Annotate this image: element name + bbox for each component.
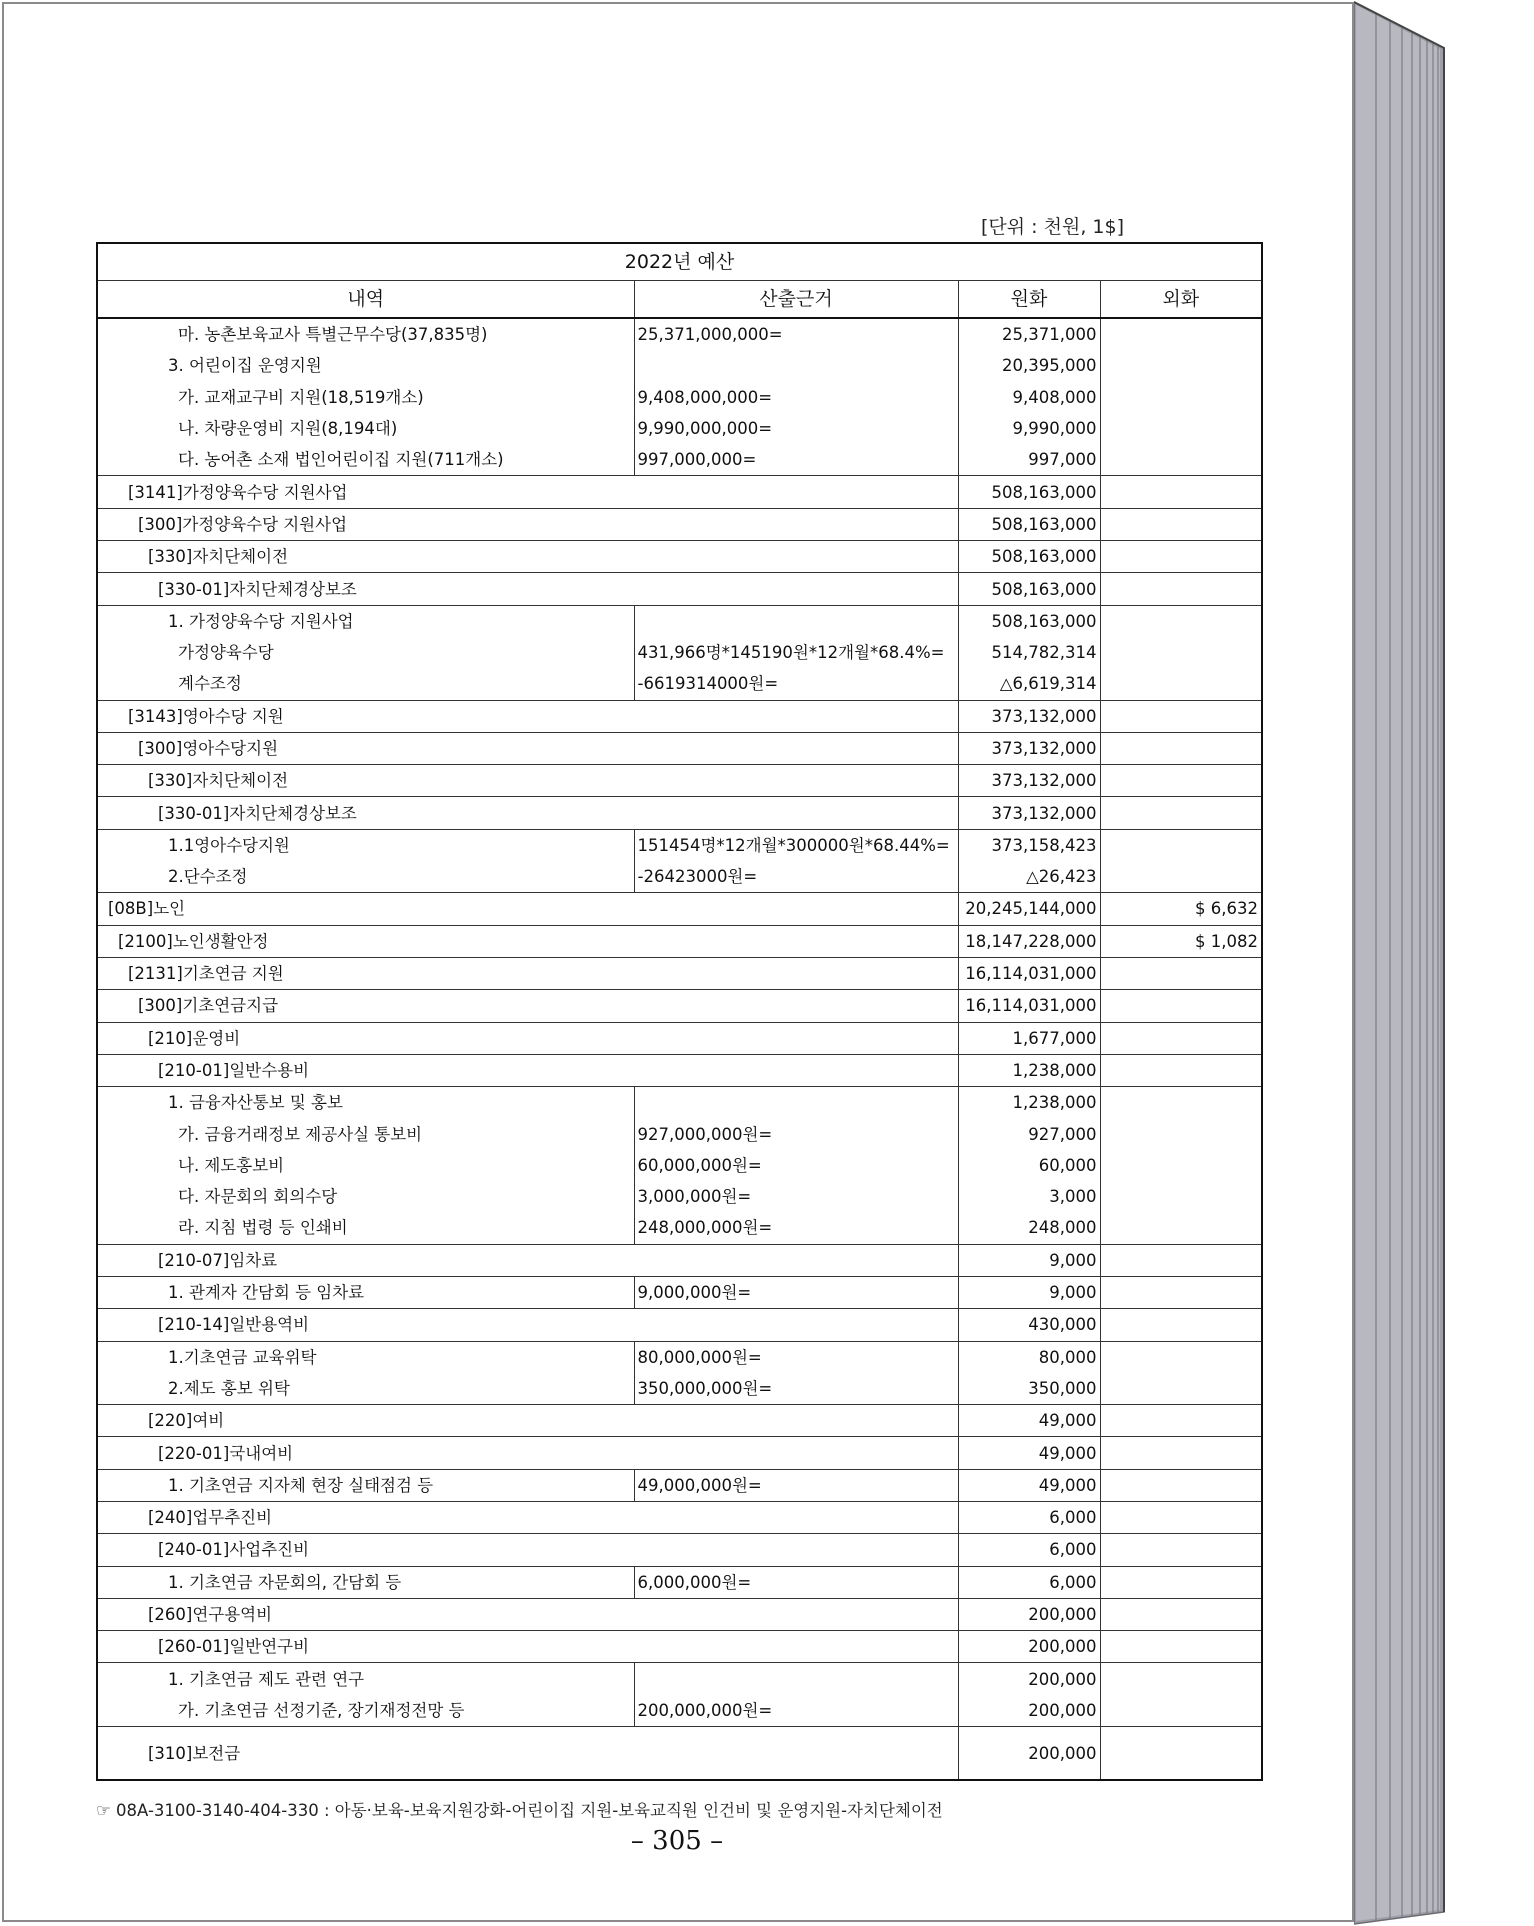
row-krw-amount: 373,132,000 (958, 700, 1100, 732)
row-krw-amount: 200,000 (958, 1598, 1100, 1630)
table-row (97, 1341, 1262, 1373)
row-description: [330-01]자치단체경상보조 (97, 573, 958, 605)
table-row (97, 573, 1262, 605)
row-krw-amount: 200,000 (958, 1663, 1100, 1695)
row-description: [260]연구용역비 (97, 1598, 958, 1630)
row-calculation-basis: -6619314000원= (634, 668, 958, 700)
table-row (97, 668, 1262, 700)
row-description: [220]여비 (97, 1405, 958, 1437)
row-foreign-amount (1100, 1566, 1262, 1598)
table-row (97, 1244, 1262, 1276)
row-calculation-basis: 60,000,000원= (634, 1150, 958, 1181)
table-body (97, 318, 1262, 1780)
row-foreign-amount (1100, 1150, 1262, 1181)
column-header-basis: 산출근거 (634, 281, 958, 319)
row-krw-amount: 508,163,000 (958, 508, 1100, 540)
row-krw-amount: 60,000 (958, 1150, 1100, 1181)
row-calculation-basis: 3,000,000원= (634, 1181, 958, 1212)
row-calculation-basis: 431,966명*145190원*12개월*68.4%= (634, 637, 958, 668)
row-description: [220-01]국내여비 (97, 1437, 958, 1469)
row-krw-amount: 9,000 (958, 1276, 1100, 1308)
row-description: 1. 기초연금 지자체 현장 실태점검 등 (97, 1469, 634, 1501)
row-foreign-amount (1100, 1631, 1262, 1663)
row-foreign-amount (1100, 637, 1262, 668)
row-foreign-amount (1100, 732, 1262, 764)
row-description: 1.1영아수당지원 (97, 829, 634, 861)
row-description: [300]영아수당지원 (97, 732, 958, 764)
column-header-foreign: 외화 (1100, 281, 1262, 319)
table-row (97, 797, 1262, 829)
row-foreign-amount (1100, 1341, 1262, 1373)
table-row (97, 957, 1262, 989)
row-krw-amount: 9,408,000 (958, 382, 1100, 413)
row-foreign-amount (1100, 1022, 1262, 1054)
row-krw-amount: 49,000 (958, 1437, 1100, 1469)
row-foreign-amount (1100, 1598, 1262, 1630)
row-krw-amount: 508,163,000 (958, 605, 1100, 637)
row-calculation-basis: 80,000,000원= (634, 1341, 958, 1373)
row-krw-amount: 514,782,314 (958, 637, 1100, 668)
row-krw-amount: 18,147,228,000 (958, 925, 1100, 957)
table-row (97, 1022, 1262, 1054)
row-calculation-basis (634, 1087, 958, 1119)
row-krw-amount: 200,000 (958, 1727, 1100, 1781)
row-foreign-amount (1100, 1181, 1262, 1212)
row-calculation-basis: 25,371,000,000= (634, 318, 958, 350)
row-krw-amount: 49,000 (958, 1405, 1100, 1437)
row-krw-amount: 248,000 (958, 1212, 1100, 1244)
table-row (97, 893, 1262, 925)
row-description: 다. 자문회의 회의수당 (97, 1181, 634, 1212)
table-row (97, 476, 1262, 508)
row-foreign-amount (1100, 1469, 1262, 1501)
row-foreign-amount (1100, 1373, 1262, 1405)
table-header-columns-row (97, 281, 1262, 319)
row-krw-amount: 430,000 (958, 1309, 1100, 1341)
table-row (97, 1405, 1262, 1437)
table-row (97, 1373, 1262, 1405)
table-row (97, 637, 1262, 668)
row-calculation-basis (634, 1663, 958, 1695)
row-krw-amount: 373,132,000 (958, 797, 1100, 829)
row-calculation-basis: 9,408,000,000= (634, 382, 958, 413)
row-description: 3. 어린이집 운영지원 (97, 350, 634, 381)
row-foreign-amount (1100, 829, 1262, 861)
row-foreign-amount (1100, 1212, 1262, 1244)
row-description: 가. 금융거래정보 제공사실 통보비 (97, 1118, 634, 1149)
row-foreign-amount (1100, 1727, 1262, 1781)
row-foreign-amount: $ 1,082 (1100, 925, 1262, 957)
table-row (97, 1276, 1262, 1308)
table-row (97, 1212, 1262, 1244)
row-description: [08B]노인 (97, 893, 958, 925)
table-row (97, 1727, 1262, 1781)
row-krw-amount: 373,158,423 (958, 829, 1100, 861)
row-foreign-amount (1100, 1695, 1262, 1727)
row-krw-amount: 1,238,000 (958, 1087, 1100, 1119)
row-krw-amount: 1,238,000 (958, 1054, 1100, 1086)
row-krw-amount: 49,000 (958, 1469, 1100, 1501)
row-description: [240]업무추진비 (97, 1501, 958, 1533)
column-header-description: 내역 (97, 281, 634, 319)
row-calculation-basis: 200,000,000원= (634, 1695, 958, 1727)
row-krw-amount: 9,990,000 (958, 413, 1100, 444)
row-foreign-amount (1100, 1663, 1262, 1695)
row-description: [300]가정양육수당 지원사업 (97, 508, 958, 540)
table-row (97, 829, 1262, 861)
table-row (97, 508, 1262, 540)
row-krw-amount: 350,000 (958, 1373, 1100, 1405)
row-description: [3141]가정양육수당 지원사업 (97, 476, 958, 508)
row-krw-amount: 25,371,000 (958, 318, 1100, 350)
row-foreign-amount (1100, 605, 1262, 637)
row-calculation-basis: 248,000,000원= (634, 1212, 958, 1244)
row-foreign-amount (1100, 1405, 1262, 1437)
row-krw-amount: △6,619,314 (958, 668, 1100, 700)
row-krw-amount: 200,000 (958, 1695, 1100, 1727)
table-row (97, 541, 1262, 573)
row-description: [310]보전금 (97, 1727, 958, 1781)
row-krw-amount: 373,132,000 (958, 765, 1100, 797)
row-krw-amount: 20,395,000 (958, 350, 1100, 381)
unit-label: [단위 : 천원, 1$] (981, 216, 1124, 238)
row-krw-amount: 6,000 (958, 1566, 1100, 1598)
table-row (97, 350, 1262, 381)
row-krw-amount: 927,000 (958, 1118, 1100, 1149)
row-description: [2131]기초연금 지원 (97, 957, 958, 989)
row-description: [300]기초연금지급 (97, 990, 958, 1022)
row-description: 1. 관계자 간담회 등 임차료 (97, 1276, 634, 1308)
row-description: [240-01]사업추진비 (97, 1534, 958, 1566)
row-calculation-basis: 350,000,000원= (634, 1373, 958, 1405)
row-foreign-amount (1100, 1534, 1262, 1566)
row-krw-amount: 373,132,000 (958, 732, 1100, 764)
table-row (97, 1631, 1262, 1663)
row-krw-amount: 16,114,031,000 (958, 990, 1100, 1022)
table-row (97, 1469, 1262, 1501)
table-row (97, 1181, 1262, 1212)
table-row (97, 413, 1262, 444)
row-calculation-basis: -26423000원= (634, 861, 958, 893)
row-description: 계수조정 (97, 668, 634, 700)
row-foreign-amount (1100, 1087, 1262, 1119)
page-number: – 305 – (630, 1826, 724, 1856)
row-description: 마. 농촌보육교사 특별근무수당(37,835명) (97, 318, 634, 350)
row-calculation-basis: 927,000,000원= (634, 1118, 958, 1149)
table-row (97, 990, 1262, 1022)
row-foreign-amount (1100, 1054, 1262, 1086)
row-foreign-amount (1100, 765, 1262, 797)
table-row (97, 1118, 1262, 1149)
row-description: 2.제도 홍보 위탁 (97, 1373, 634, 1405)
row-description: [330]자치단체이전 (97, 541, 958, 573)
table-row (97, 925, 1262, 957)
row-description: 1.기초연금 교육위탁 (97, 1341, 634, 1373)
table-row (97, 382, 1262, 413)
row-foreign-amount (1100, 957, 1262, 989)
row-calculation-basis (634, 605, 958, 637)
row-calculation-basis: 9,990,000,000= (634, 413, 958, 444)
row-foreign-amount (1100, 1276, 1262, 1308)
row-foreign-amount (1100, 1501, 1262, 1533)
row-krw-amount: 9,000 (958, 1244, 1100, 1276)
table-row (97, 318, 1262, 350)
table-row (97, 1598, 1262, 1630)
table-row (97, 765, 1262, 797)
row-description: 2.단수조정 (97, 861, 634, 893)
table-row (97, 1663, 1262, 1695)
row-foreign-amount (1100, 797, 1262, 829)
row-foreign-amount: $ 6,632 (1100, 893, 1262, 925)
row-foreign-amount (1100, 318, 1262, 350)
row-foreign-amount (1100, 382, 1262, 413)
row-foreign-amount (1100, 668, 1262, 700)
row-foreign-amount (1100, 541, 1262, 573)
table-row (97, 605, 1262, 637)
row-foreign-amount (1100, 1244, 1262, 1276)
row-description: [2100]노인생활안정 (97, 925, 958, 957)
row-foreign-amount (1100, 476, 1262, 508)
row-foreign-amount (1100, 861, 1262, 893)
row-krw-amount: 1,677,000 (958, 1022, 1100, 1054)
row-description: [3143]영아수당 지원 (97, 700, 958, 732)
row-krw-amount: 997,000 (958, 444, 1100, 476)
table-row (97, 1309, 1262, 1341)
row-foreign-amount (1100, 573, 1262, 605)
row-krw-amount: 508,163,000 (958, 476, 1100, 508)
table-row (97, 1150, 1262, 1181)
row-calculation-basis: 6,000,000원= (634, 1566, 958, 1598)
row-krw-amount: 20,245,144,000 (958, 893, 1100, 925)
row-description: [330-01]자치단체경상보조 (97, 797, 958, 829)
table-row (97, 861, 1262, 893)
table-row (97, 1437, 1262, 1469)
row-calculation-basis: 997,000,000= (634, 444, 958, 476)
row-description: [210-01]일반수용비 (97, 1054, 958, 1086)
table-row (97, 444, 1262, 476)
row-foreign-amount (1100, 350, 1262, 381)
row-krw-amount: 6,000 (958, 1534, 1100, 1566)
row-description: [210-14]일반용역비 (97, 1309, 958, 1341)
row-description: [330]자치단체이전 (97, 765, 958, 797)
row-calculation-basis: 151454명*12개월*300000원*68.44%= (634, 829, 958, 861)
table-row (97, 1054, 1262, 1086)
table-row (97, 1695, 1262, 1727)
table-row (97, 700, 1262, 732)
row-calculation-basis: 9,000,000원= (634, 1276, 958, 1308)
budget-table (96, 242, 1263, 1781)
row-description: 가. 교재교구비 지원(18,519개소) (97, 382, 634, 413)
row-description: 다. 농어촌 소재 법인어린이집 지원(711개소) (97, 444, 634, 476)
row-krw-amount: 508,163,000 (958, 541, 1100, 573)
budget-year-header: 2022년 예산 (97, 243, 1262, 281)
row-description: 라. 지침 법령 등 인쇄비 (97, 1212, 634, 1244)
row-description: 1. 기초연금 제도 관련 연구 (97, 1663, 634, 1695)
row-description: 나. 제도홍보비 (97, 1150, 634, 1181)
row-foreign-amount (1100, 444, 1262, 476)
table-row (97, 1087, 1262, 1119)
table-header-top-row (97, 243, 1262, 281)
row-foreign-amount (1100, 990, 1262, 1022)
row-description: 1. 금융자산통보 및 홍보 (97, 1087, 634, 1119)
row-calculation-basis: 49,000,000원= (634, 1469, 958, 1501)
row-foreign-amount (1100, 1118, 1262, 1149)
footnote: ☞ 08A-3100-3140-404-330 : 아동·보육-보육지원강화-어린이집 지원-보육교직원 인건비 및 운영지원-자치단체이전 (96, 1801, 943, 1820)
table-row (97, 1534, 1262, 1566)
table-row (97, 1501, 1262, 1533)
row-foreign-amount (1100, 1309, 1262, 1341)
row-description: 나. 차량운영비 지원(8,194대) (97, 413, 634, 444)
row-krw-amount: 508,163,000 (958, 573, 1100, 605)
row-krw-amount: 3,000 (958, 1181, 1100, 1212)
page-stack-edge (1354, 0, 1464, 1926)
row-krw-amount: 80,000 (958, 1341, 1100, 1373)
table-row (97, 1566, 1262, 1598)
row-foreign-amount (1100, 1437, 1262, 1469)
column-header-krw: 원화 (958, 281, 1100, 319)
row-krw-amount: 6,000 (958, 1501, 1100, 1533)
row-krw-amount: 16,114,031,000 (958, 957, 1100, 989)
row-calculation-basis (634, 350, 958, 381)
row-description: [210-07]임차료 (97, 1244, 958, 1276)
row-foreign-amount (1100, 413, 1262, 444)
row-description: [260-01]일반연구비 (97, 1631, 958, 1663)
row-description: [210]운영비 (97, 1022, 958, 1054)
table-row (97, 732, 1262, 764)
row-description: 가. 기초연금 선정기준, 장기재정전망 등 (97, 1695, 634, 1727)
row-foreign-amount (1100, 508, 1262, 540)
row-foreign-amount (1100, 700, 1262, 732)
row-krw-amount: △26,423 (958, 861, 1100, 893)
row-description: 가정양육수당 (97, 637, 634, 668)
row-description: 1. 기초연금 자문회의, 간담회 등 (97, 1566, 634, 1598)
row-description: 1. 가정양육수당 지원사업 (97, 605, 634, 637)
row-krw-amount: 200,000 (958, 1631, 1100, 1663)
